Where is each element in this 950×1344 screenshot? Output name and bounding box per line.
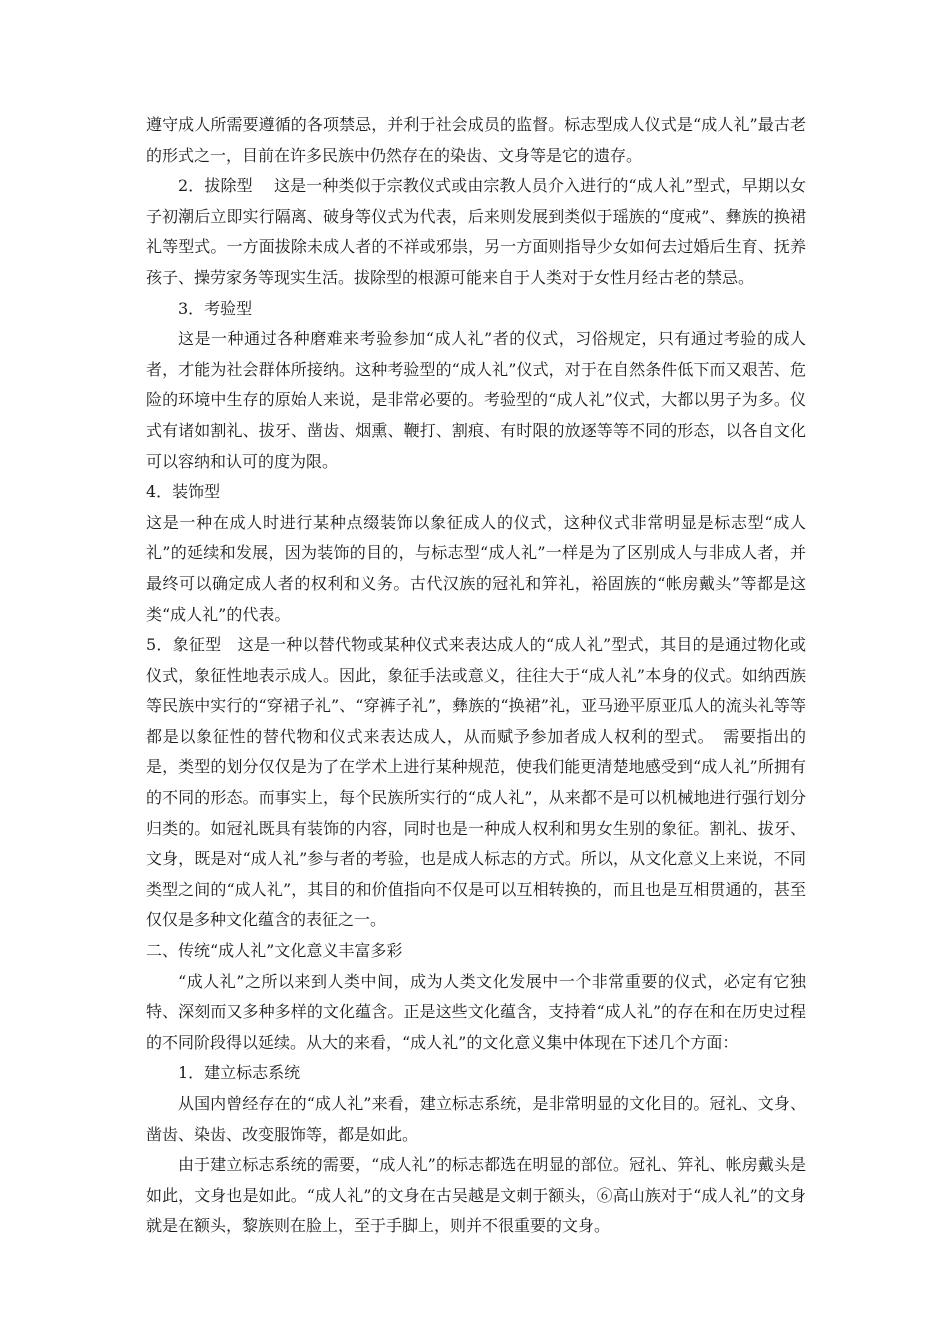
paragraph-marker-location: 由于建立标志系统的需要，“成人礼”的标志都选在明显的部位。冠礼、笄礼、帐房戴头是如此，文身也是如此。“成人礼”的文身在古吴越是文刺于额头，⑥高山族对于“成人礼”的文身就是在额头，黎族则在脸上，至于手脚上，则并不很重要的文身。 [146, 1155, 806, 1236]
paragraph-type-5-symbolic: 5．象征型 这是一种以替代物或某种仪式来表达成人的“成人礼”型式，其目的是通过物化或仪式，象征性地表示成人。因此，象征手法或意义，往往大于“成人礼”本身的仪式。如纳西族等民族中实行的“穿裙子礼”、“穿裤子礼”，彝族的“换裙”礼，亚马逊平原亚瓜人的流头礼等等都是以象征性的替代物和仪式来表达成人，从而赋予参加者成人权利的型式。 需要指出的是，类型的划分仅仅是为了在学术上进行某种规范，使我们能更清楚地感受到“成人礼”所拥有的不同的形态。而事实上，每个民族所实行的“成人礼”，从来都不是可以机械地进行强行划分归类的。如冠礼既具有装饰的内容，同时也是一种成人权利和男女生别的象征。割礼、拔牙、文身，既是对“成人礼”参与者的考验，也是成人标志的方式。所以，从文化意义上来说，不同类型之间的“成人礼”，其目的和价值指向不仅是可以互相转换的，而且也是互相贯通的，甚至仅仅是多种文化蕴含的表征之一。 [146, 635, 806, 930]
paragraph-type-4-decoration: 这是一种在成人时进行某种点缀装饰以象征成人的仪式，这种仪式非常明显是标志型“成人礼”的延续和发展，因为装饰的目的，与标志型“成人礼”一样是为了区别成人与非成人者，并最终可以确定成人者的权利和义务。古代汉族的冠礼和笄礼，裕固族的“帐房戴头”等都是这类“成人礼”的代表。 [146, 512, 806, 624]
paragraph-cultural-intro: “成人礼”之所以来到人类中间，成为人类文化发展中一个非常重要的仪式，必定有它独特、深刻而又多种多样的文化蕴含。正是这些文化蕴含，支持着“成人礼”的存在和在历史过程的不同阶段得以延续。从大的来看，“成人礼”的文化意义集中体现在下述几个方面： [146, 971, 806, 1052]
paragraph-marker-system: 从国内曾经存在的“成人礼”来看，建立标志系统，是非常明显的文化目的。冠礼、文身、凿齿、染齿、改变服饰等，都是如此。 [146, 1094, 806, 1144]
heading-type-3-trial: 3．考验型 [178, 298, 253, 318]
paragraph-type-2-removal: 2．拔除型 这是一种类似于宗教仪式或由宗教人员介入进行的“成人礼”型式，早期以女子初潮后立即实行隔离、破身等仪式为代表，后来则发展到类似于瑶族的“度戒”、彝族的换裙礼等型式。一方面拔除未成人者的不祥或邪祟，另一方面则指导少女如何去过婚后生育、抚养孩子、操劳家务等现实生活。拔除型的根源可能来自于人类对于女性月经古老的禁忌。 [146, 176, 806, 287]
paragraph-continuation: 遵守成人所需要遵循的各项禁忌，并利于社会成员的监督。标志型成人仪式是“成人礼”最古老的形式之一，目前在许多民族中仍然存在的染齿、文身等是它的遗存。 [146, 115, 806, 165]
heading-type-4-decoration: 4．装饰型 [146, 482, 221, 502]
document-body [146, 110, 806, 1242]
paragraph-type-3-trial: 这是一种通过各种磨难来考验参加“成人礼”者的仪式，习俗规定，只有通过考验的成人者，才能为社会群体所接纳。这种考验型的“成人礼”仪式，对于在自然条件低下而又艰苦、危险的环境中生存的原始人来说，是非常必要的。考验型的“成人礼”仪式，大都以男子为多。仪式有诸如割礼、拔牙、凿齿、烟熏、鞭打、割痕、有时限的放逐等等不同的形态，以各自文化可以容纳和认可的度为限。 [146, 329, 806, 471]
heading-marker-system: 1．建立标志系统 [178, 1063, 301, 1083]
section-heading-cultural-meaning: 二、传统“成人礼”文化意义丰富多彩 [146, 941, 403, 961]
